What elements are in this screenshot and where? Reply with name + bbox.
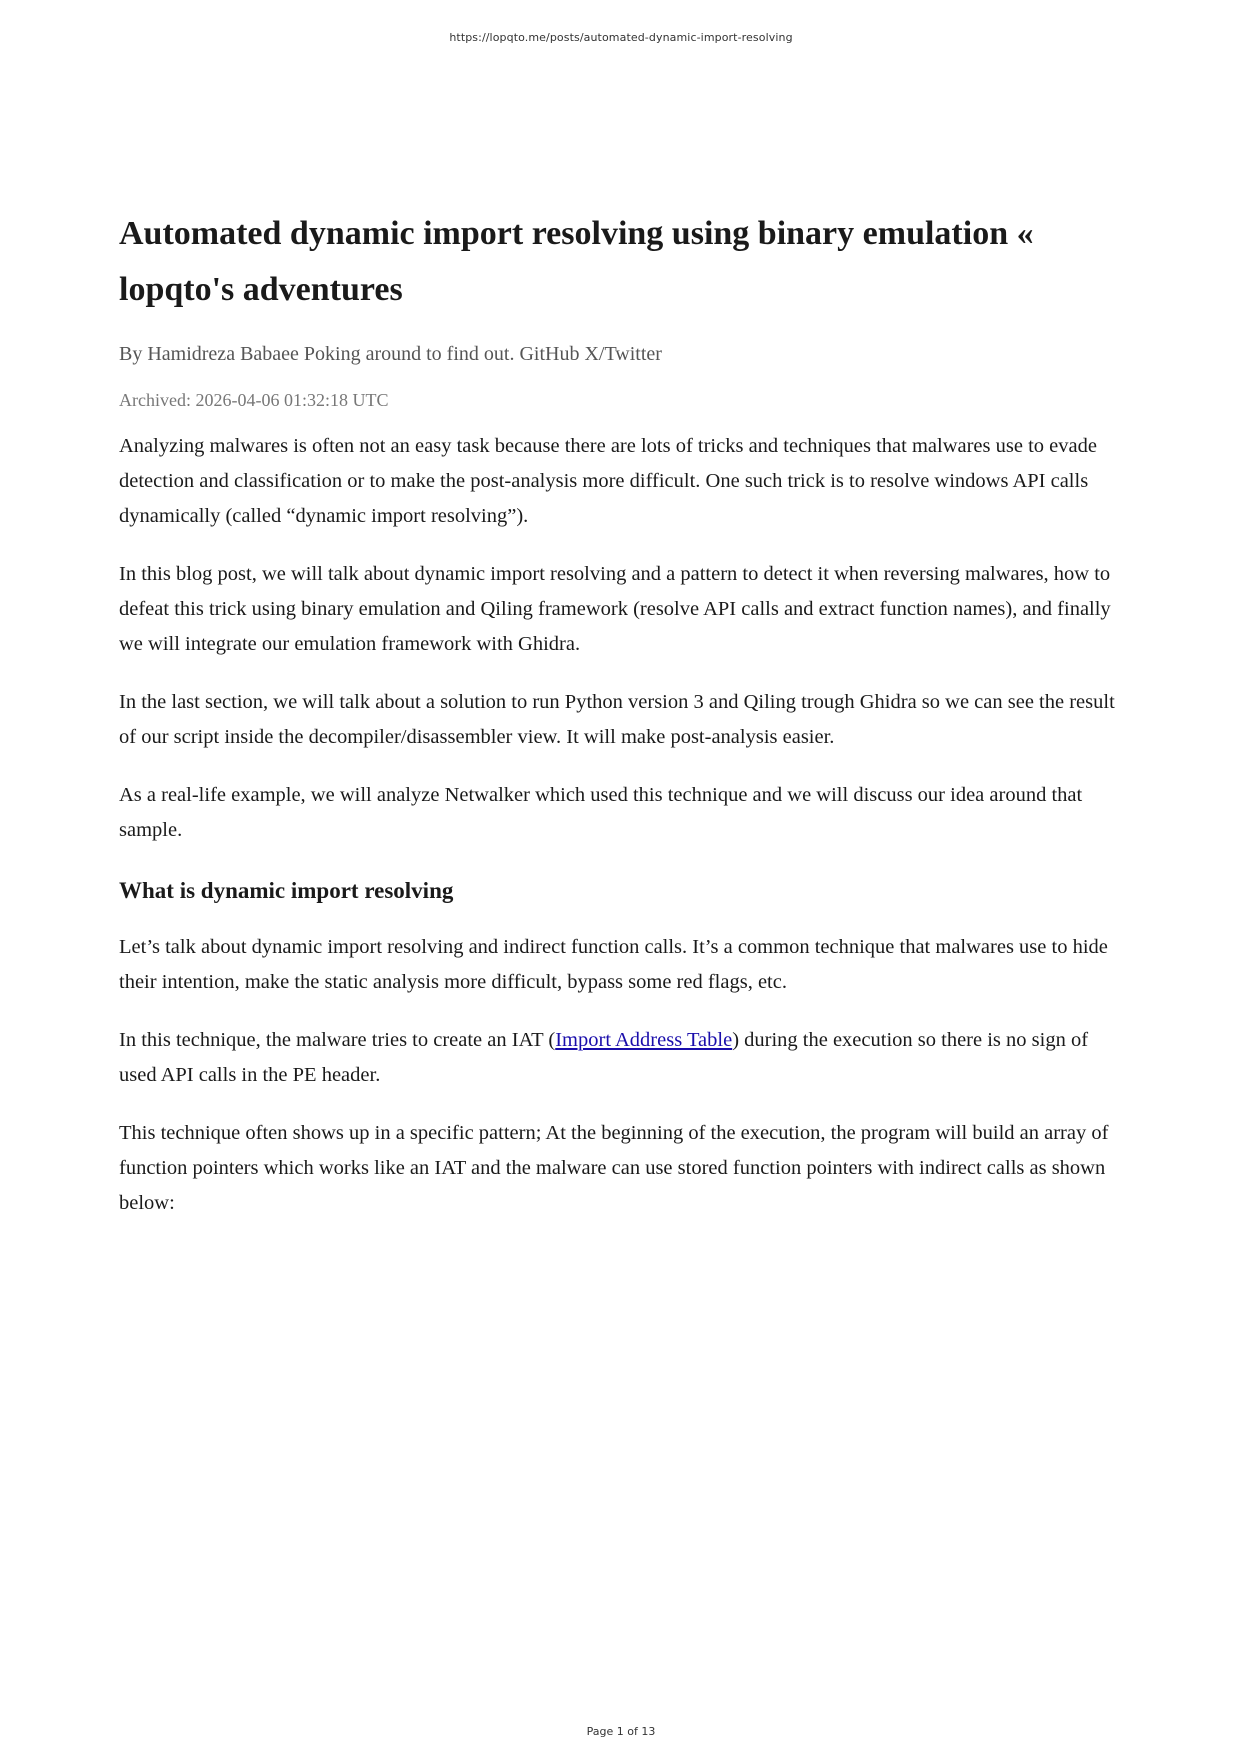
page-url-header: https://lopqto.me/posts/automated-dynamic-import-resolving xyxy=(449,31,793,44)
section-paragraph-2-text-after: ) during the execution so there is no sign of used API calls in the PE header. xyxy=(119,1029,1089,1086)
article xyxy=(119,206,1123,1244)
section-paragraph-2-text-before: In this technique, the malware tries to create an IAT ( xyxy=(119,1029,556,1051)
page-title: Automated dynamic import resolving using binary emulation « lopqto's adventures xyxy=(119,215,1034,308)
section-paragraph-2 xyxy=(119,1023,1123,1093)
byline: By Hamidreza Babaee Poking around to find out. GitHub X/Twitter xyxy=(119,343,662,365)
section-paragraph-3: This technique often shows up in a specific pattern; At the beginning of the execution, the program will build an array of function pointers which works like an IAT and the malware can use stored function pointers with indirect calls as shown below: xyxy=(119,1122,1109,1214)
archived-timestamp: Archived: 2026-04-06 01:32:18 UTC xyxy=(119,390,389,410)
section-heading: What is dynamic import resolving xyxy=(119,878,454,903)
import-address-table-link[interactable]: Import Address Table xyxy=(555,1029,733,1051)
intro-paragraph-1: Analyzing malwares is often not an easy task because there are lots of tricks and techniques that malwares use to evade detection and classification or to make the post-analysis more difficult. One such trick is to resolve windows API calls dynamically (called “dynamic import resolving”). xyxy=(119,435,1097,527)
intro-paragraph-3: In the last section, we will talk about a solution to run Python version 3 and Qiling trough Ghidra so we can see the result of our script inside the decompiler/disassembler view. It will make post-analysis easier. xyxy=(119,691,1115,748)
intro-paragraph-4: As a real-life example, we will analyze Netwalker which used this technique and we will discuss our idea around that sample. xyxy=(119,784,1083,841)
intro-paragraph-2: In this blog post, we will talk about dynamic import resolving and a pattern to detect it when reversing malwares, how to defeat this trick using binary emulation and Qiling framework (resolve API calls and extract function names), and finally we will integrate our emulation framework with Ghidra. xyxy=(119,563,1111,655)
section-paragraph-1: Let’s talk about dynamic import resolving and indirect function calls. It’s a common technique that malwares use to hide their intention, make the static analysis more difficult, bypass some red flags, etc. xyxy=(119,936,1108,993)
page-number: Page 1 of 13 xyxy=(586,1725,656,1738)
